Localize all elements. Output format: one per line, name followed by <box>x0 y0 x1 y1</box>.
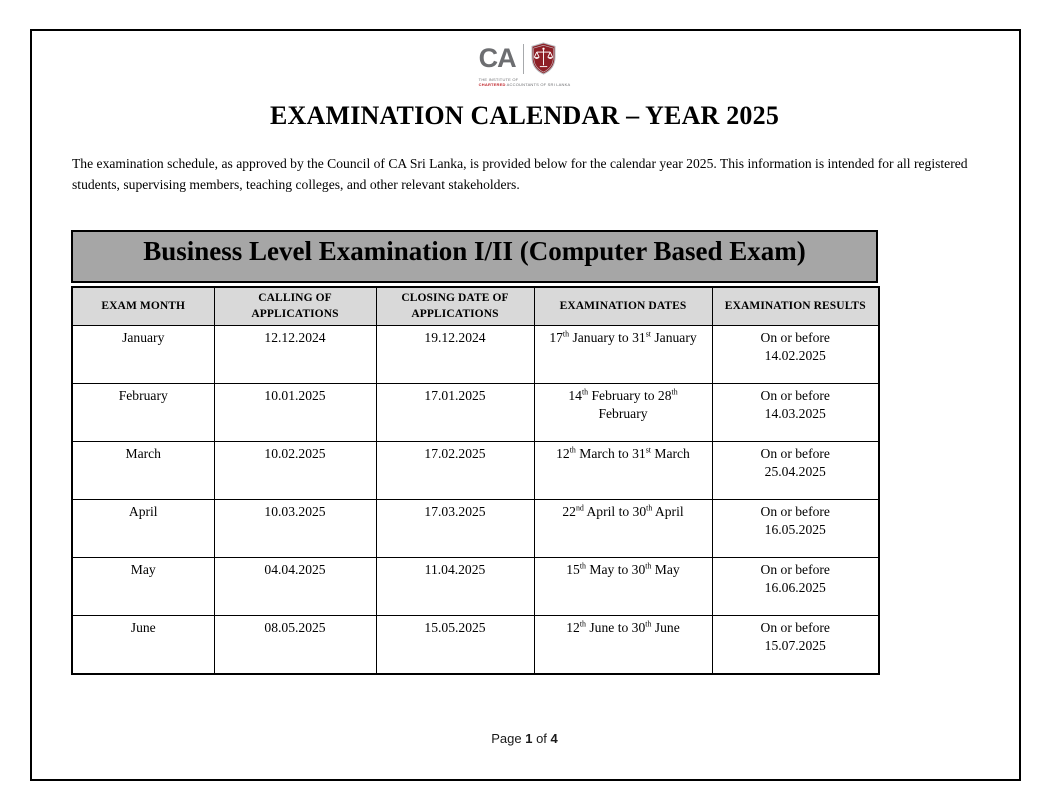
col-header-exam-dates: EXAMINATION DATES <box>534 287 712 326</box>
dates-text: April to 30 <box>583 504 647 520</box>
logo-ca-text: CA <box>478 43 516 73</box>
ordinal-suffix: th <box>569 445 576 455</box>
results-cell <box>712 384 879 442</box>
calling-cell: 10.02.2025 <box>214 442 376 500</box>
table-row <box>72 558 879 616</box>
closing-cell: 19.12.2024 <box>376 326 534 384</box>
calling-cell: 08.05.2025 <box>214 616 376 674</box>
dates-text: January <box>650 330 697 346</box>
results-cell <box>712 616 879 674</box>
results-line1: On or before <box>760 504 830 520</box>
dates-cell <box>534 384 712 442</box>
footer-page-number: 1 <box>525 731 533 746</box>
table-row <box>72 616 879 674</box>
calling-cell: 04.04.2025 <box>214 558 376 616</box>
month-cell: June <box>72 616 214 674</box>
dates-text: March to 31 <box>575 446 646 462</box>
scales-of-justice-shield-icon <box>530 42 557 75</box>
results-line1: On or before <box>760 388 830 404</box>
dates-cell <box>534 558 712 616</box>
col-header-exam-results: EXAMINATION RESULTS <box>712 287 879 326</box>
results-line2: 14.02.2025 <box>764 348 826 364</box>
exam-calendar-table-section <box>71 230 878 675</box>
dates-cell <box>534 326 712 384</box>
dates-text: 12 <box>556 446 570 462</box>
page-footer <box>0 731 1049 746</box>
ca-sri-lanka-logo <box>0 42 1049 87</box>
dates-text: May <box>651 562 680 578</box>
table-row <box>72 500 879 558</box>
col-header-exam-month: EXAM MONTH <box>72 287 214 326</box>
ordinal-suffix: th <box>579 561 586 571</box>
ordinal-suffix: st <box>645 445 651 455</box>
dates-text: 14 <box>568 388 582 404</box>
results-cell <box>712 442 879 500</box>
month-cell: April <box>72 500 214 558</box>
dates-cell <box>534 500 712 558</box>
dates-text: February to 28 <box>588 388 672 404</box>
month-cell: January <box>72 326 214 384</box>
ordinal-suffix: th <box>579 619 586 629</box>
ordinal-suffix: th <box>645 561 652 571</box>
dates-text: June <box>651 620 680 636</box>
dates-cell <box>534 442 712 500</box>
intro-paragraph: The examination schedule, as approved by the Council of CA Sri Lanka, is provided below for the calendar year 2025. This information is intended for all registered students, supervising members, teaching colleges, and other relevant stakeholders. <box>72 156 968 193</box>
table-row <box>72 384 879 442</box>
month-cell: March <box>72 442 214 500</box>
dates-cell <box>534 616 712 674</box>
calling-cell: 10.01.2025 <box>214 384 376 442</box>
dates-text: January to 31 <box>569 330 646 346</box>
logo-accountants-words: ACCOUNTANTS OF SRI LANKA <box>505 82 571 88</box>
closing-cell: 17.03.2025 <box>376 500 534 558</box>
table-header-row <box>72 287 879 326</box>
month-cell: February <box>72 384 214 442</box>
logo-chartered-word: CHARTERED <box>478 82 506 88</box>
results-line1: On or before <box>760 330 830 346</box>
calling-cell: 10.03.2025 <box>214 500 376 558</box>
dates-text: February <box>598 406 648 422</box>
footer-total-pages: 4 <box>550 731 558 746</box>
page-title: EXAMINATION CALENDAR – YEAR 2025 <box>269 101 780 130</box>
results-line2: 14.03.2025 <box>764 406 826 422</box>
closing-cell: 11.04.2025 <box>376 558 534 616</box>
dates-text: May to 30 <box>585 562 646 578</box>
table-row <box>72 442 879 500</box>
results-line2: 25.04.2025 <box>764 464 826 480</box>
footer-of-word: of <box>536 731 547 746</box>
dates-text: 22 <box>562 504 576 520</box>
table-title: Business Level Examination I/II (Computer Based Exam) <box>71 230 878 283</box>
month-cell: May <box>72 558 214 616</box>
ordinal-suffix: st <box>645 329 651 339</box>
table-row <box>72 326 879 384</box>
ordinal-suffix: th <box>645 619 652 629</box>
dates-text: 12 <box>566 620 580 636</box>
closing-cell: 17.01.2025 <box>376 384 534 442</box>
ordinal-suffix: nd <box>575 503 584 513</box>
dates-text: March <box>650 446 690 462</box>
closing-cell: 17.02.2025 <box>376 442 534 500</box>
dates-text: 15 <box>566 562 580 578</box>
ordinal-suffix: th <box>562 329 570 339</box>
results-cell <box>712 326 879 384</box>
results-line1: On or before <box>760 620 830 636</box>
logo-divider <box>523 44 524 74</box>
results-line2: 16.06.2025 <box>764 580 826 596</box>
logo-institute-text: THE INSTITUTE OF <box>478 77 519 82</box>
results-cell <box>712 500 879 558</box>
results-line2: 16.05.2025 <box>764 522 826 538</box>
dates-text: 17 <box>549 330 563 346</box>
footer-page-word: Page <box>491 731 522 746</box>
ordinal-suffix: th <box>581 387 589 397</box>
results-line1: On or before <box>760 446 830 462</box>
exam-calendar-table <box>71 286 880 675</box>
results-line1: On or before <box>760 562 830 578</box>
col-header-closing: CLOSING DATE OF APPLICATIONS <box>376 287 534 326</box>
results-cell <box>712 558 879 616</box>
col-header-calling: CALLING OF APPLICATIONS <box>214 287 376 326</box>
dates-text: April <box>652 504 684 520</box>
ordinal-suffix: th <box>671 387 678 397</box>
ordinal-suffix: th <box>646 503 653 513</box>
calling-cell: 12.12.2024 <box>214 326 376 384</box>
closing-cell: 15.05.2025 <box>376 616 534 674</box>
dates-text: June to 30 <box>585 620 646 636</box>
results-line2: 15.07.2025 <box>764 638 826 654</box>
logo-chartered-text <box>479 82 571 87</box>
